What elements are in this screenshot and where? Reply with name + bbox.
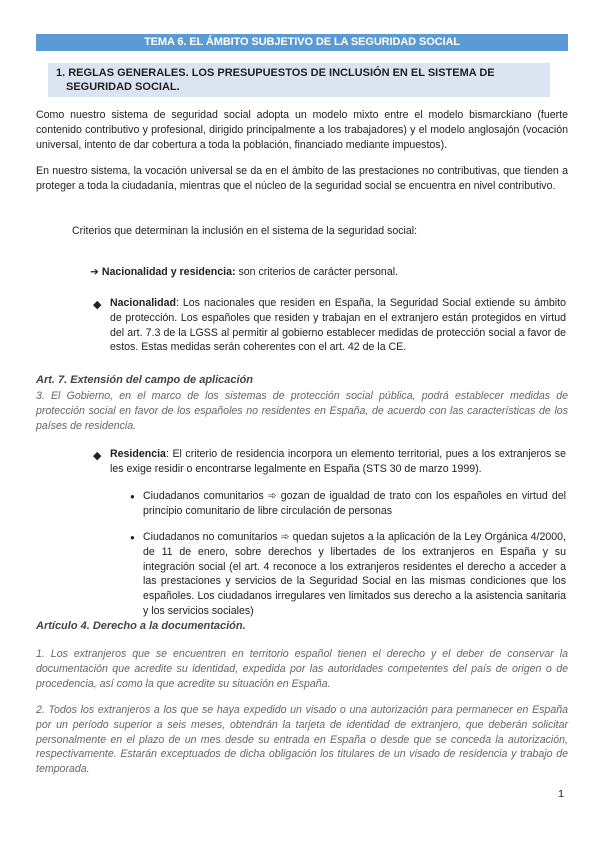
intro-paragraph: Como nuestro sistema de seguridad social adopta un modelo mixto entre el modelo bismarckiano (fuerte contenido contributivo y profesional, dirigido principalmente a los trabajadores) y el modelo anglosajón (vocación universal, intento de dar cobertura a toda la población, financiado mediante impuestos).	[36, 109, 568, 151]
residence-text: : El criterio de residencia incorpora un elemento territorial, pues a los extranjeros se les exige residir o encontrarse legalmente en España (STS 30 de marzo 1999).	[110, 448, 566, 475]
page-title: TEMA 6. EL ÁMBITO SUBJETIVO DE LA SEGURIDAD SOCIAL	[36, 34, 568, 51]
section-heading-line1: 1. REGLAS GENERALES. LOS PRESUPUESTOS DE INCLUSIÓN EN EL SISTEMA DE	[56, 67, 495, 79]
arrow-item-text: son criterios de carácter personal.	[235, 266, 399, 278]
diamond-bullet-icon: ◆	[93, 450, 102, 462]
art4-heading: Artículo 4. Derecho a la documentación.	[36, 620, 246, 632]
arrow-icon: ➔	[90, 266, 99, 278]
section-heading-line2: SEGURIDAD SOCIAL.	[66, 81, 180, 93]
page-number: 1	[558, 788, 564, 800]
diamond-bullet-icon: ◆	[93, 299, 102, 311]
arrow-item-bold: Nacionalidad y residencia:	[101, 266, 236, 278]
criteria-arrow-item	[90, 265, 560, 280]
art4-paragraph-1: 1. Los extranjeros que se encuentren en territorio español tienen el derecho y el deber de conservar la documentación que acredite su identidad, expedida por las autoridades competentes del país de origen o de procedencia, así como la que acredite su situación en España.	[36, 648, 568, 690]
nationality-text: : Los nacionales que residen en España, la Seguridad Social extiende su ámbito de protección. Los españoles que residen y trabajan en el extranjero están protegidos en virtud del art. 7.3 de la LGSS al permitir al gobierno establecer medidas de protección social a favor de estos. Estas medidas serán coherentes con el art. 42 de la CE.	[110, 297, 566, 354]
residence-item	[110, 447, 566, 477]
art7-heading: Art. 7. Extensión del campo de aplicación	[36, 374, 254, 386]
criteria-intro: Criterios que determinan la inclusión en el sistema de la seguridad social:	[72, 225, 418, 237]
circle-bullet-icon: ●	[130, 533, 135, 542]
nationality-item	[110, 296, 566, 355]
second-paragraph: En nuestro sistema, la vocación universal se da en el ámbito de las prestaciones no contributivas, que tienden a proteger a toda la ciudadanía, mientras que el núcleo de la seguridad social se encuentra en nivel contributivo.	[36, 165, 568, 192]
residence-bold: Residencia	[110, 448, 166, 460]
nationality-bold: Nacionalidad	[110, 297, 176, 309]
non-community-citizens-item: Ciudadanos no comunitarios ➾ quedan sujetos a la aplicación de la Ley Orgánica 4/2000, de 11 de enero, sobre derechos y libertades de los extranjeros en España y su integración social (el art. 4 reconoce a los extranjeros residentes el derecho a acceder a las prestaciones y servicios de la Seguridad Social en las mismas condiciones que los españoles. Los ciudadanos irregulares ven limitados sus derecho a la asistencia sanitaria y los servicios sociales)	[143, 531, 566, 617]
art7-text: 3. El Gobierno, en el marco de los sistemas de protección social pública, podrá establecer medidas de protección social en favor de los españoles no residentes en España, de acuerdo con las características de los países de residencia.	[36, 390, 568, 432]
circle-bullet-icon: ●	[130, 492, 135, 501]
community-citizens-item: Ciudadanos comunitarios ➾ gozan de igualdad de trato con los españoles en virtud del principio comunitario de libre circulación de personas	[143, 490, 566, 517]
art4-paragraph-2: 2. Todos los extranjeros a los que se haya expedido un visado o una autorización para permanecer en España por un período superior a seis meses, obtendrán la tarjeta de identidad de extranjero, que deberán solicitar personalmente en el plazo de un mes desde su entrada en España o desde que se conceda la autorización, respectivamente. Estarán exceptuados de dicha obligación los titulares de un visado de residencia y trabajo de temporada.	[36, 704, 568, 776]
section-heading	[48, 63, 550, 97]
